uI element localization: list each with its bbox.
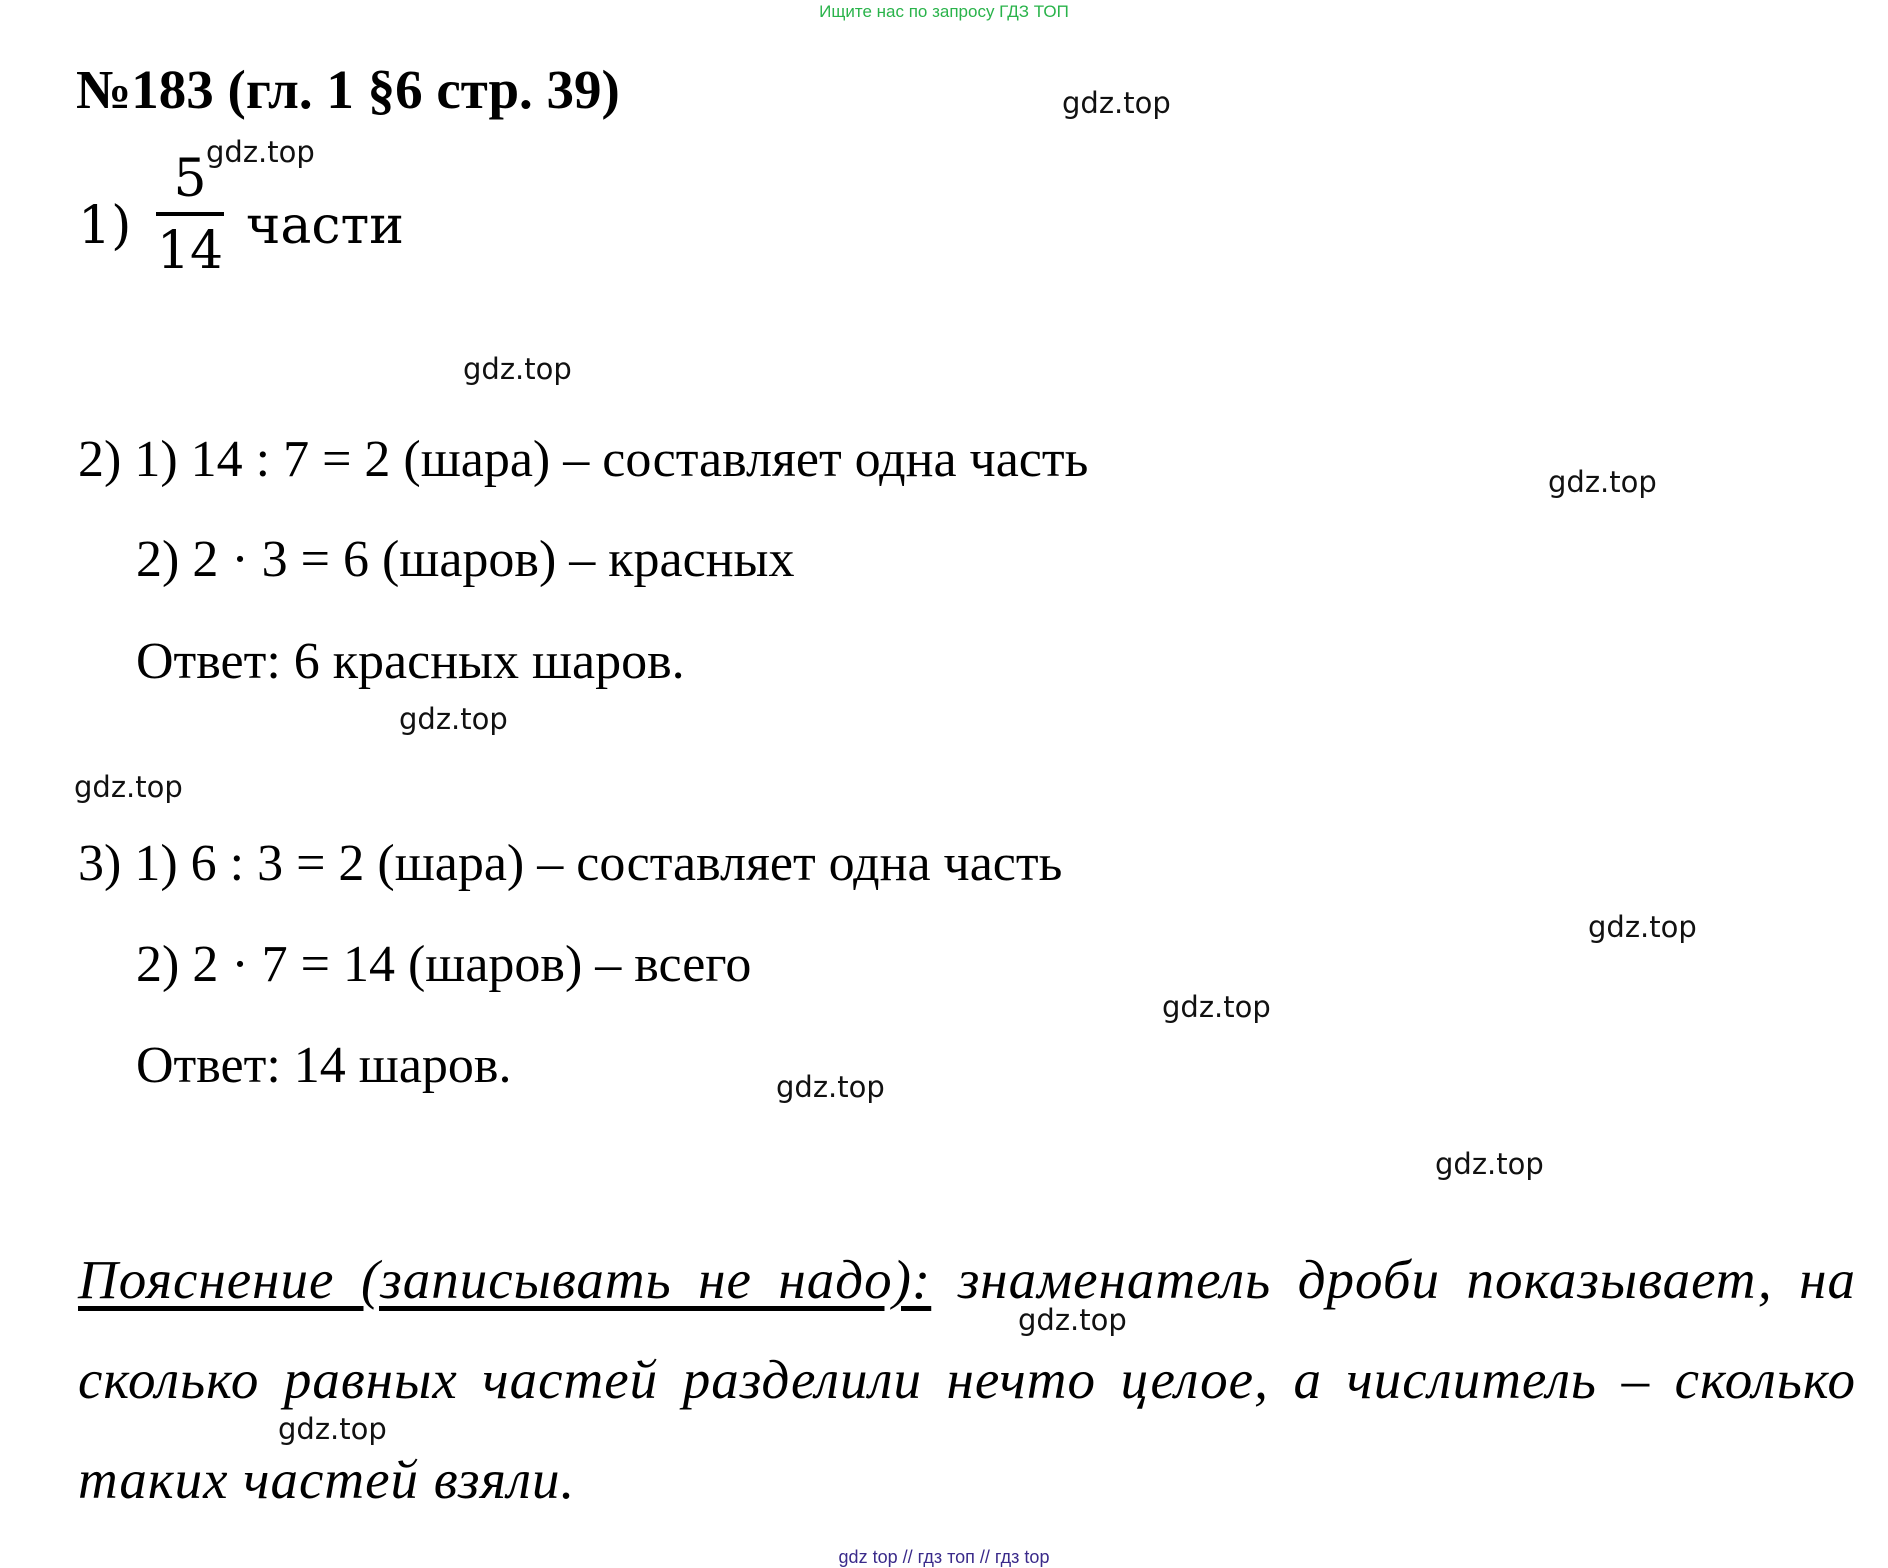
item1-text: части <box>246 196 404 256</box>
watermark: gdz.top <box>1435 1147 1544 1181</box>
item3-answer: Ответ: 14 шаров. <box>136 1037 512 1094</box>
item3-line1: 3) 1) 6 : 3 = 2 (шара) – составляет одна часть <box>78 835 1063 892</box>
explanation <box>78 1230 1856 1530</box>
item2-answer: Ответ: 6 красных шаров. <box>136 633 685 690</box>
watermark: gdz.top <box>278 1412 387 1446</box>
watermark: gdz.top <box>1062 86 1171 120</box>
item2-line1: 2) 1) 14 : 7 = 2 (шара) – составляет одна часть <box>78 431 1089 488</box>
page-title: №183 (гл. 1 §6 стр. 39) <box>76 59 620 120</box>
watermark: gdz.top <box>1162 990 1271 1024</box>
footer[interactable]: gdz top // гдз топ // гдз top <box>838 1547 1050 1567</box>
top-banner[interactable]: Ищите нас по запросу ГДЗ ТОП <box>819 2 1069 21</box>
explanation-lead: Пояснение (записывать не надо): <box>78 1249 932 1310</box>
item1-label: 1) <box>78 196 132 256</box>
fraction-numerator: 5 <box>173 149 207 209</box>
item2-line2: 2) 2 · 3 = 6 (шаров) – красных <box>136 531 795 588</box>
item3-line2: 2) 2 · 7 = 14 (шаров) – всего <box>136 936 752 993</box>
watermark: gdz.top <box>74 770 183 804</box>
watermark: gdz.top <box>776 1070 885 1104</box>
fraction-denominator: 14 <box>156 221 224 281</box>
watermark: gdz.top <box>206 135 315 169</box>
watermark: gdz.top <box>463 352 572 386</box>
fraction-bar <box>156 212 224 216</box>
watermark: gdz.top <box>1588 910 1697 944</box>
explanation-text: знаменатель дроби показывает, на сколько равных частей разделили нечто целое, а числитель – сколько таких частей взяли. <box>78 1249 1857 1510</box>
watermark: gdz.top <box>399 702 508 736</box>
watermark: gdz.top <box>1018 1303 1127 1337</box>
watermark: gdz.top <box>1548 465 1657 499</box>
